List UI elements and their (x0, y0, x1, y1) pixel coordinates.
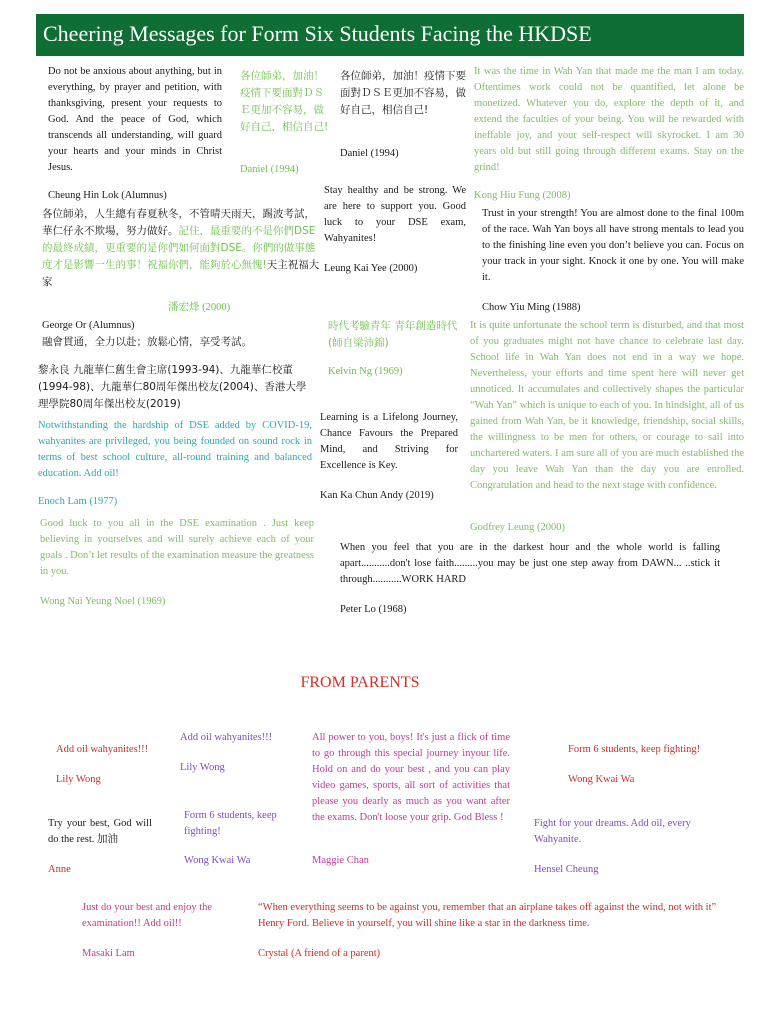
message-m5-text-black: 各位師弟，人生總有春夏秋冬，不管晴天雨天，踢波考試，華仁仔永不欺場，努力做好。 (42, 208, 315, 237)
parent-p8-text: Just do your best and enjoy the examination!! Add oil!! (82, 902, 213, 929)
message-m10-text: 黎永良 九龍華仁舊生會主席(1993-94)、九龍華仁校董(1994-98)、九龍華仁80周年傑出校友(2004)、香港大學理學院80周年傑出校友(2019) (38, 364, 307, 410)
message-m8-author: George Or (Alumnus) (42, 320, 135, 331)
parent-p9-text: “When everything seems to be against you, remember that an airplane takes off against the wind, not with it” Henry Ford. Believe in yourself, you will shine like a star in the darkness time. (258, 902, 717, 929)
message-m5-text-green: 記住，最重要的不是你們DSE的最終成績，更重要的是你們如何面對DSE。你們的做事態度才是影響一生的事！祝福你們，能夠於心無愧! (42, 225, 316, 271)
message-m3-author: Daniel (1994) (340, 148, 399, 159)
message-m9-text: 時代考驗青年 青年創造時代 (師自梁沛錦) (328, 320, 458, 349)
message-m7-text: Trust in your strength! You are almost done to the final 100m of the race. Wah Yan boys all have strong mentals to lead you to the finishing line even you don’t believe you can. Focus on your track in your sight. Knock it one by one. You will make it. (482, 208, 744, 283)
message-m5-text-tail: 天主祝福大家 (42, 259, 320, 288)
message-m9-author: Kelvin Ng (1969) (328, 366, 403, 377)
message-m14-author: Wong Nai Yeung Noel (1969) (40, 596, 166, 607)
parent-p5-text: Try your best, God will do the rest. 加油 (48, 818, 152, 845)
parent-p2-text: Add oil wahyanites!!! (180, 732, 273, 743)
message-m2-author: Daniel (1994) (240, 164, 299, 175)
message-m15-text: When you feel that you are in the darkest hour and the whole world is falling apart...........don't lose faith.........you may be just one step away from DAWN... ..stick it through...........WORK HARD (340, 542, 720, 585)
parent-p6-text: Form 6 students, keep fighting! (184, 810, 277, 837)
parent-p1-text: Add oil wahyanites!!! (56, 744, 149, 755)
parent-p4-text: Form 6 students, keep fighting! (568, 744, 701, 755)
message-m3-text: 各位師弟，加油！疫情下要面對ＤＳＥ更加不容易，做好自己，相信自己! (340, 70, 466, 116)
parent-p1-author: Lily Wong (56, 774, 101, 785)
message-m13-author: Godfrey Leung (2000) (470, 522, 566, 533)
parent-p3-author: Maggie Chan (312, 855, 369, 866)
message-m11-text: Notwithstanding the hardship of DSE added by COVID-19, wahyanites are privileged, you being founded on sound rock in terms of best school culture, all-round training and balanced education. Add oil! (38, 420, 312, 479)
page-title: Cheering Messages for Form Six Students Facing the HKDSE (36, 14, 744, 56)
message-m15-author: Peter Lo (1968) (340, 604, 407, 615)
message-m5-text (42, 206, 320, 291)
parent-p6-author: Wong Kwai Wa (184, 855, 251, 866)
message-m6-text: Stay healthy and be strong. We are here to support you. Good luck to your DSE exam, Wahyanites! (324, 185, 466, 244)
parent-p9-author: Crystal (A friend of a parent) (258, 948, 381, 959)
parent-p7-author: Hensel Cheung (534, 864, 599, 875)
message-m8-text: 融會貫通，全力以赴；放鬆心情，享受考試。 (42, 336, 252, 348)
message-m14-text: Good luck to you all in the DSE examination . Just keep believing in yourselves and will surely achieve each of your goals . Don’t let results of the examination measure the greatness in you. (40, 518, 314, 577)
parent-p8-author: Masaki Lam (82, 948, 135, 959)
message-m4-author: Kong Hiu Fung (2008) (474, 190, 571, 201)
message-m4-text: It was the time in Wah Yan that made me the man I am today. Oftentimes work could not be quantified, let alone be monetized. Whatever you do, explore the depth of it, and extend the faculties of your being. You will be rewarded with ineffable joy, and your self-respect will skyrocket. I am 30 years old but still going through different exams. Stay on the grind! (474, 66, 744, 173)
message-m5-author2: 潘宏烽 (2000) (168, 302, 231, 313)
message-m1-text: Do not be anxious about anything, but in everything, by prayer and petition, with thanksgiving, present your requests to God. And the peace of God, which transcends all understanding, will guard your hearts and your minds in Christ Jesus. (48, 66, 222, 173)
parent-p2-author: Lily Wong (180, 762, 225, 773)
message-m13-text: It is quite unfortunate the school term is disturbed, and that most of you graduates might not have chance to celebrate last day. School life in Wah Yan does not end in a way we hope. Nevertheless, your efforts and time spent here will never get unnoticed. It accumulates and collectively shapes the particular “Wah Yan” which is unique to each of you. In hindsight, all of us gained from Wah Yan, be it knowledge, friendship, social skills, the willingness to be men for others, or courage to sail into unchartered waters. I am sure all of you are much established the day you leave Wah Yan than the day you are enrolled. Congratulation and head to the next stage with confidence. (470, 320, 744, 491)
parent-p7-text: Fight for your dreams. Add oil, every Wahyanite. (534, 818, 691, 845)
message-m11-author: Enoch Lam (1977) (38, 496, 118, 507)
message-m2-text: 各位師弟，加油！疫情下要面對ＤＳＥ更加不容易，做好自己，相信自己! (240, 70, 329, 133)
parent-p5-author: Anne (48, 864, 71, 875)
message-m7-author: Chow Yiu Ming (1988) (482, 302, 581, 313)
parents-heading: FROM PARENTS (300, 674, 420, 691)
message-m5-author: Cheung Hin Lok (Alumnus) (48, 190, 167, 201)
message-m6-author: Leung Kai Yee (2000) (324, 263, 418, 274)
parent-p4-author: Wong Kwai Wa (568, 774, 635, 785)
message-m12-text: Learning is a Lifelong Journey, Chance Favours the Prepared Mind, and Striving for Excellence is Key. (320, 412, 458, 471)
parent-p3-text: All power to you, boys! It's just a flick of time to go through this special journey inyour life. Hold on and do your best , and you can play video games, sports, all sort of activities that please you dearly as much as you want after the exams. Don't loose your grip. God Bless ! (312, 732, 510, 823)
message-m12-author: Kan Ka Chun Andy (2019) (320, 490, 434, 501)
